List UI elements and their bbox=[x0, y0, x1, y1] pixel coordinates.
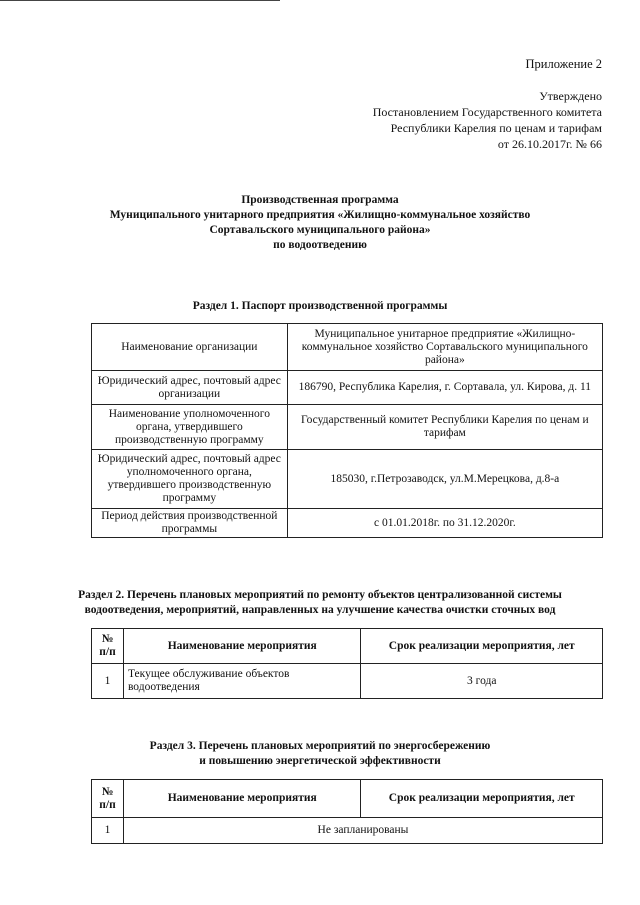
title-line: Производственная программа bbox=[241, 194, 399, 206]
section2-title bbox=[20, 588, 620, 618]
approval-stamp bbox=[373, 88, 602, 152]
row-num: 1 bbox=[92, 818, 124, 844]
table-row bbox=[92, 664, 603, 699]
section3-title bbox=[20, 739, 620, 769]
passport-value: Государственный комитет Республики Карелия по ценам и тарифам bbox=[287, 405, 602, 450]
appendix-label: Приложение 2 bbox=[525, 57, 602, 71]
section-title-line: Раздел 2. Перечень плановых мероприятий по ремонту объектов централизованной системы bbox=[78, 589, 562, 601]
measure-note: Не запланированы bbox=[123, 818, 602, 844]
approval-line: Постановлением Государственного комитета bbox=[372, 105, 602, 119]
approval-line: Республики Карелия по ценам и тарифам bbox=[390, 121, 602, 135]
passport-value: Муниципальное унитарное предприятие «Жилищно-коммунальное хозяйство Сортавальского муниципального района» bbox=[287, 324, 602, 371]
passport-value: 185030, г.Петрозаводск, ул.М.Мерецкова, д.8-а bbox=[287, 450, 602, 509]
passport-label: Период действия производственной программы bbox=[92, 509, 288, 538]
table-header-row bbox=[92, 780, 603, 818]
repair-measures-table bbox=[91, 628, 603, 699]
table-row bbox=[92, 405, 603, 450]
title-line: по водоотведению bbox=[273, 239, 367, 251]
passport-value: с 01.01.2018г. по 31.12.2020г. bbox=[287, 509, 602, 538]
top-divider-line bbox=[0, 0, 280, 1]
measure-term: 3 года bbox=[361, 664, 603, 699]
section-title-line: Раздел 3. Перечень плановых мероприятий по энергосбережению bbox=[149, 740, 491, 752]
title-line: Сортавальского муниципального района» bbox=[209, 224, 431, 236]
approval-line: от 26.10.2017г. № 66 bbox=[497, 137, 602, 151]
table-row bbox=[92, 818, 603, 844]
table-header-row bbox=[92, 629, 603, 664]
passport-label: Юридический адрес, почтовый адрес уполномоченного органа, утвердившего производственную программу bbox=[92, 450, 288, 509]
col-header-name: Наименование мероприятия bbox=[123, 780, 361, 818]
col-header-term: Срок реализации мероприятия, лет bbox=[361, 780, 603, 818]
passport-label: Наименование уполномоченного органа, утвердившего производственную программу bbox=[92, 405, 288, 450]
title-line: Муниципального унитарного предприятия «Жилищно-коммунальное хозяйство bbox=[109, 209, 531, 221]
section-title-line: и повышению энергетической эффективности bbox=[199, 755, 441, 767]
col-header-name: Наименование мероприятия bbox=[123, 629, 361, 664]
passport-table bbox=[91, 323, 603, 538]
document-title bbox=[60, 193, 580, 253]
row-num: 1 bbox=[92, 664, 124, 699]
measure-name: Текущее обслуживание объектов водоотведения bbox=[123, 664, 361, 699]
table-row bbox=[92, 450, 603, 509]
table-row bbox=[92, 371, 603, 405]
col-header-num: № п/п bbox=[92, 780, 124, 818]
approval-line: Утверждено bbox=[539, 89, 602, 103]
passport-value: 186790, Республика Карелия, г. Сортавала, ул. Кирова, д. 11 bbox=[287, 371, 602, 405]
table-row bbox=[92, 509, 603, 538]
passport-label: Наименование организации bbox=[92, 324, 288, 371]
passport-label: Юридический адрес, почтовый адрес организации bbox=[92, 371, 288, 405]
col-header-num: № п/п bbox=[92, 629, 124, 664]
col-header-term: Срок реализации мероприятия, лет bbox=[361, 629, 603, 664]
energy-measures-table bbox=[91, 779, 603, 844]
section-title-line: водоотведения, мероприятий, направленных на улучшение качества очистки сточных вод bbox=[84, 604, 556, 616]
table-row bbox=[92, 324, 603, 371]
section1-title: Раздел 1. Паспорт производственной программы bbox=[192, 300, 448, 312]
